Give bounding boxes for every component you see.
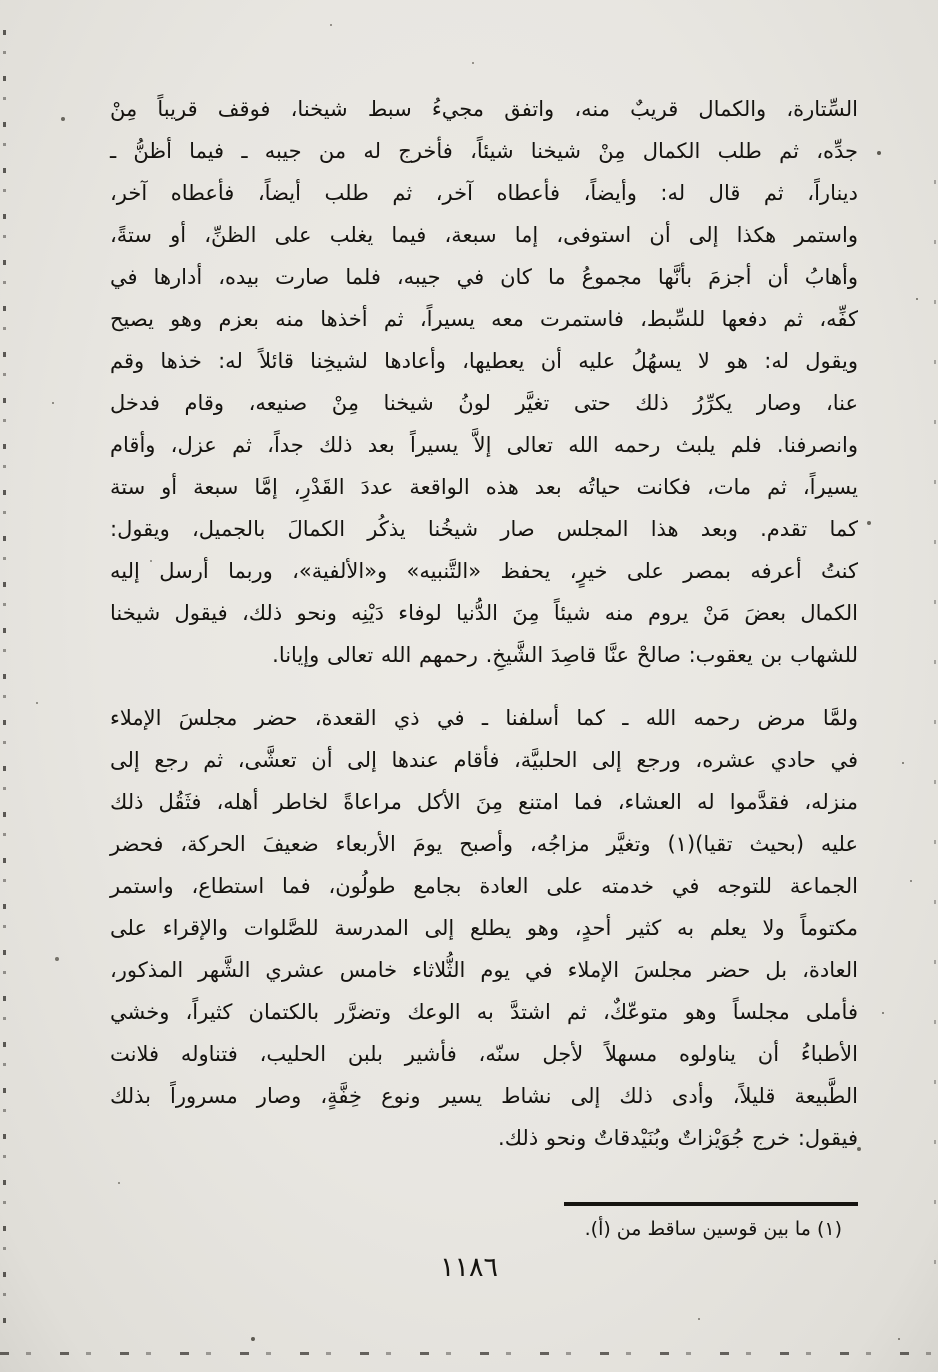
scan-noise — [0, 0, 2, 2]
text-line: للشهاب بن يعقوب: صالحْ عنَّا قاصِدَ الشَّيخِ. رحمهم الله تعالى وإيانا. — [272, 643, 858, 667]
text-line: وانصرفنا. فلم يلبث رحمه الله تعالى إلاَّ يسيراً بعد ذلك جداً، ثم عزل، وأقام — [110, 433, 858, 457]
text-line: الأطباءُ أن يناولوه مسهلاً لأجل سنّه، فأشير بلبن الحليب، فتناوله فلانت — [110, 1042, 858, 1066]
text-line: عنا، وصار يكرِّرُ ذلك حتى تغيَّر لونُ شيخنا مِنْ صنيعه، وقام فدخل — [110, 391, 858, 415]
text-line: عليه (بحيث تقيا)(١) وتغيَّر مزاجُه، وأصبح يومَ الأربعاء ضعيفَ الحركة، فحضر — [110, 832, 858, 856]
text-line: فأملى مجلساً وهو متوعّكٌ، ثم اشتدَّ به الوعك وتضرَّر بالكتمان كثيراً، وخشي — [110, 1000, 858, 1024]
text-line: الطَّبيعة قليلاً، وأدى ذلك إلى نشاط يسير ونوع خِفَّةٍ، وصار مسروراً بذلك — [110, 1084, 858, 1108]
paragraph — [110, 88, 858, 676]
text-line: ولمَّا مرض رحمه الله ـ كما أسلفنا ـ في ذي القعدة، حضر مجلسَ الإملاء — [110, 706, 858, 730]
scan-edge-artifact-bottom — [0, 1352, 938, 1355]
text-line: منزله، فقدَّموا له العشاء، فما امتنع مِنَ الأكل مراعاةً لخاطر أهله، فثَقُل ذلك — [110, 790, 858, 814]
text-line: كنتُ أعرفه بمصر على خيرٍ، يحفظ «التَّنبيه» و«الألفية»، وربما أرسل إليه — [110, 559, 858, 583]
scan-edge-artifact-right — [934, 180, 936, 1280]
text-line: وأهابُ أن أجزمَ بأنَّها مجموعُ ما كان في جيبه، فلما صارت بيده، أدارها في — [110, 265, 858, 289]
text-line: العادة، بل حضر مجلسَ الإملاء في يوم الثُّلاثاء خامس عشري الشَّهر المذكور، — [110, 958, 858, 982]
footnote-divider — [564, 1202, 858, 1206]
body-text — [110, 88, 858, 1159]
text-line: ويقول له: هو لا يسهُلُ عليه أن يعطيها، وأعادها لشيخِنا قائلاً له: خذها وقم — [110, 349, 858, 373]
text-line: جدِّه، ثم طلب الكمال مِنْ شيخنا شيئاً، فأخرج له من جيبه ـ فيما أظنُّ ـ — [110, 139, 858, 163]
text-line: فيقول: خرج جُوَيْزاتٌ وبُنَيْدقاتٌ ونحو ذلك. — [498, 1126, 858, 1150]
paragraph — [110, 697, 858, 1159]
text-line: الكمال بعضَ مَنْ يروم منه شيئاً مِنَ الدُّنيا لوفاء دَيْنِه ونحو ذلك، فيقول شيخنا — [110, 601, 858, 625]
text-line: السِّتارة، والكمال قريبٌ منه، واتفق مجيءُ سبط شيخنا، فوقف قريباً مِنْ — [110, 97, 858, 121]
text-line: الجماعة للتوجه في خدمته على العادة بجامع طولُون، فما استطاع، واستمر — [110, 874, 858, 898]
text-line: في حادي عشره، ورجع إلى الحلبيَّة، فأقام عندها إلى أن تعشَّى، ثم رجع إلى — [110, 748, 858, 772]
text-line: مكتوماً ولا يعلم به كثير أحدٍ، وهو يطلع إلى المدرسة للصَّلوات والإقراء على — [110, 916, 858, 940]
footnote-text: (١) ما بين قوسين ساقط من (أ). — [584, 1218, 842, 1240]
text-line: يسيراً، ثم مات، فكانت حياتُه بعد هذه الواقعة عددَ القَدْرِ، إمَّا سبعة أو ستة — [110, 475, 858, 499]
text-line: ديناراً، ثم قال له: وأيضاً، فأعطاه آخر، ثم طلب أيضاً، فأعطاه آخر، — [110, 181, 858, 205]
text-line: كما تقدم. وبعد هذا المجلس صار شيخُنا يذكُر الكمالَ بالجميل، ويقول: — [110, 517, 858, 541]
text-line: واستمر هكذا إلى أن استوفى، إما سبعة، فيما يغلب على الظنِّ، أو ستةً، — [110, 223, 858, 247]
page-number: ١١٨٦ — [439, 1252, 498, 1283]
scan-edge-artifact-left — [3, 30, 6, 1330]
text-line: كفِّه، ثم دفعها للسِّبط، فاستمرت معه يسيراً، ثم أخذها منه بعزم وهو يصيح — [110, 307, 858, 331]
